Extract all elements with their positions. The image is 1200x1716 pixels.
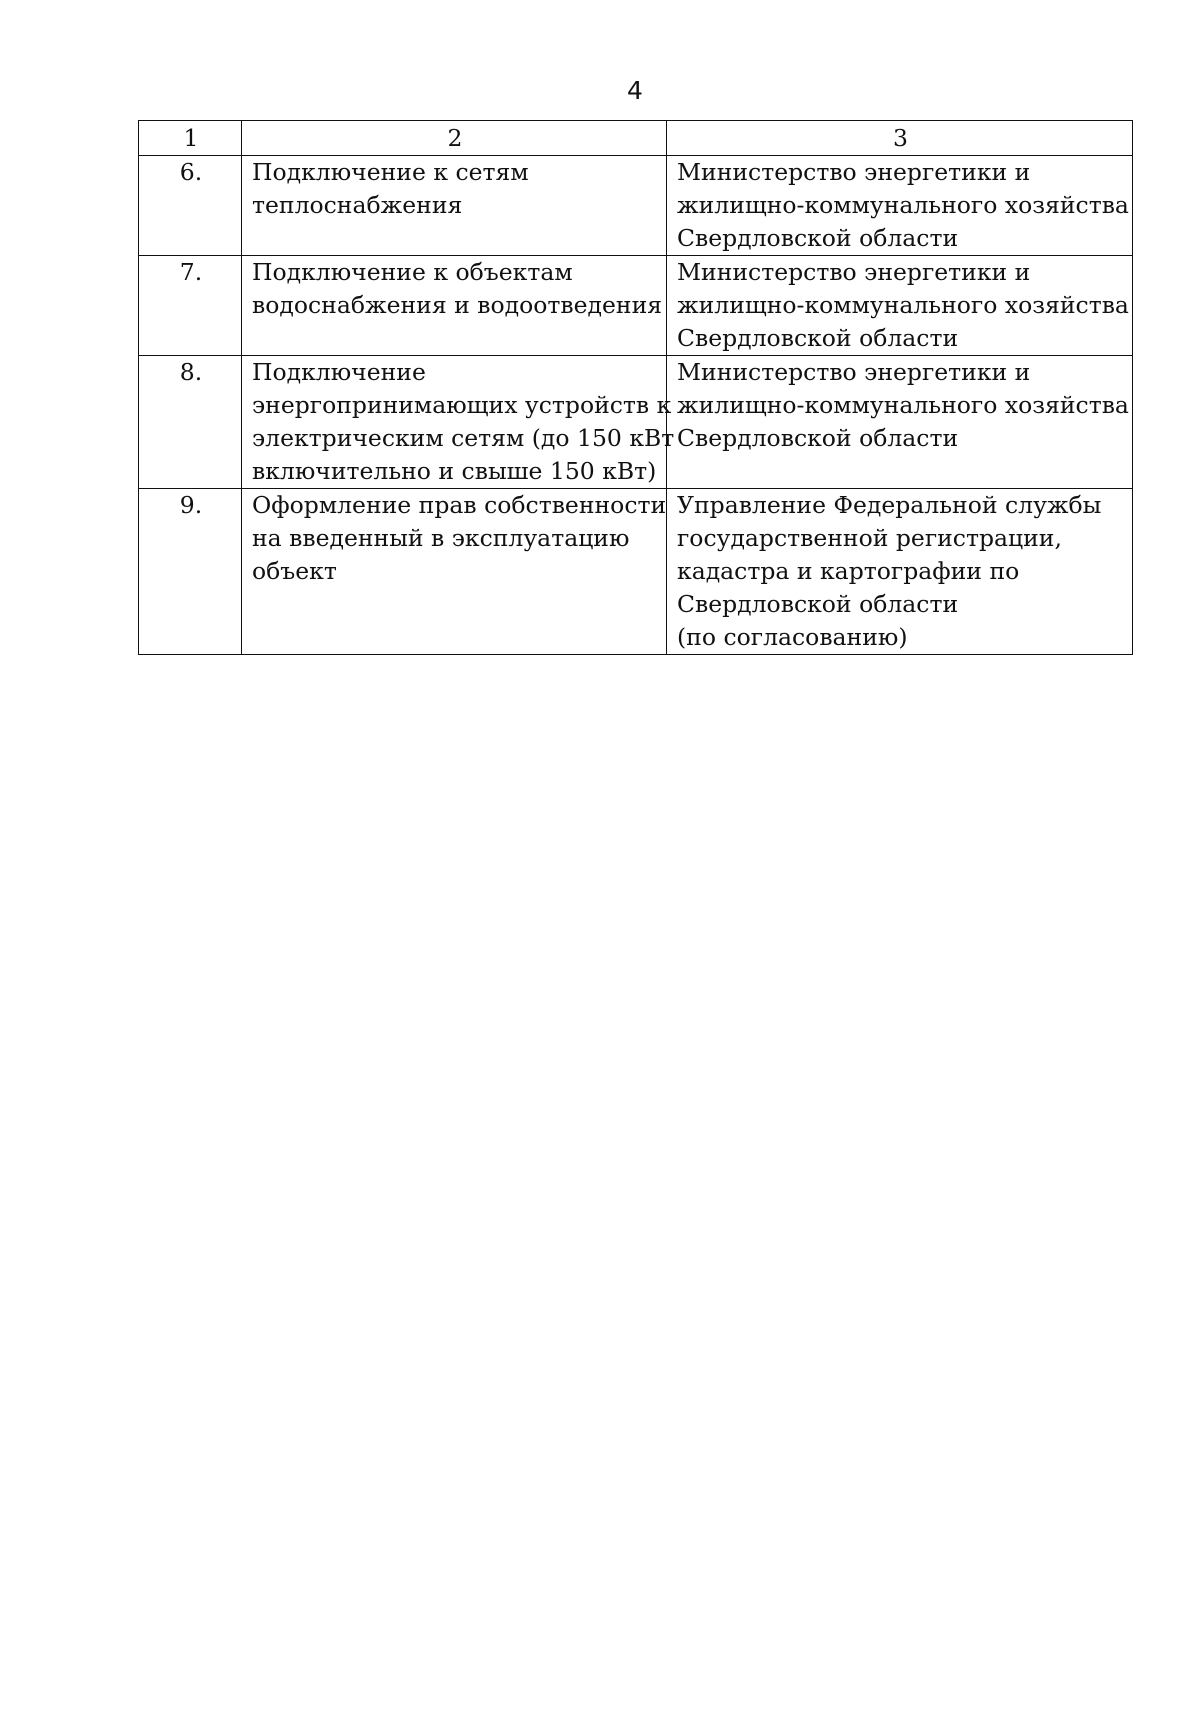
service-name-line: водоснабжения и водоотведения <box>252 291 663 319</box>
organization-line: Министерство энергетики и <box>677 258 1031 286</box>
page-number: 4 <box>627 76 643 105</box>
service-name-line: Подключение к объектам <box>252 258 573 286</box>
organization-line: государственной регистрации, <box>677 524 1062 552</box>
responsible-organization-cell <box>667 156 1133 256</box>
responsible-organization-cell <box>667 489 1133 655</box>
service-name-cell <box>242 156 667 256</box>
header-cell-col-2: 2 <box>242 121 667 156</box>
organization-line: жилищно-коммунального хозяйства <box>677 291 1129 319</box>
row-number-cell: 6. <box>139 156 242 256</box>
organization-line: Свердловской области <box>677 224 959 252</box>
service-name-line: Подключение к сетям <box>252 158 529 186</box>
table-row <box>139 489 1133 655</box>
organization-line: Свердловской области <box>677 424 959 452</box>
organization-line: Министерство энергетики и <box>677 358 1031 386</box>
organization-line: кадастра и картографии по <box>677 557 1020 585</box>
header-cell-col-3: 3 <box>667 121 1133 156</box>
table-row <box>139 156 1133 256</box>
service-name-line: энергопринимающих устройств к <box>252 391 672 419</box>
header-cell-col-1: 1 <box>139 121 242 156</box>
organization-line: Свердловской области <box>677 324 959 352</box>
organization-line: (по согласованию) <box>677 623 908 651</box>
responsible-organization-cell <box>667 356 1133 489</box>
table-header-row <box>139 121 1133 156</box>
table-row <box>139 356 1133 489</box>
organization-line: жилищно-коммунального хозяйства <box>677 191 1129 219</box>
service-name-line: электрическим сетям (до 150 кВт <box>252 424 675 452</box>
service-name-line: теплоснабжения <box>252 191 463 219</box>
service-name-cell <box>242 256 667 356</box>
service-name-line: Подключение <box>252 358 426 386</box>
service-name-line: на введенный в эксплуатацию <box>252 524 630 552</box>
service-name-line: объект <box>252 557 337 585</box>
row-number-cell: 8. <box>139 356 242 489</box>
service-name-cell <box>242 489 667 655</box>
table-row <box>139 256 1133 356</box>
responsible-organization-cell <box>667 256 1133 356</box>
service-name-line: включительно и свыше 150 кВт) <box>252 457 657 485</box>
row-number-cell: 9. <box>139 489 242 655</box>
organization-line: Министерство энергетики и <box>677 158 1031 186</box>
service-name-line: Оформление прав собственности <box>252 491 667 519</box>
organization-line: Свердловской области <box>677 590 959 618</box>
service-name-cell <box>242 356 675 489</box>
document-table <box>138 120 1133 655</box>
row-number-cell: 7. <box>139 256 242 356</box>
organization-line: Управление Федеральной службы <box>677 491 1102 519</box>
organization-line: жилищно-коммунального хозяйства <box>677 391 1129 419</box>
